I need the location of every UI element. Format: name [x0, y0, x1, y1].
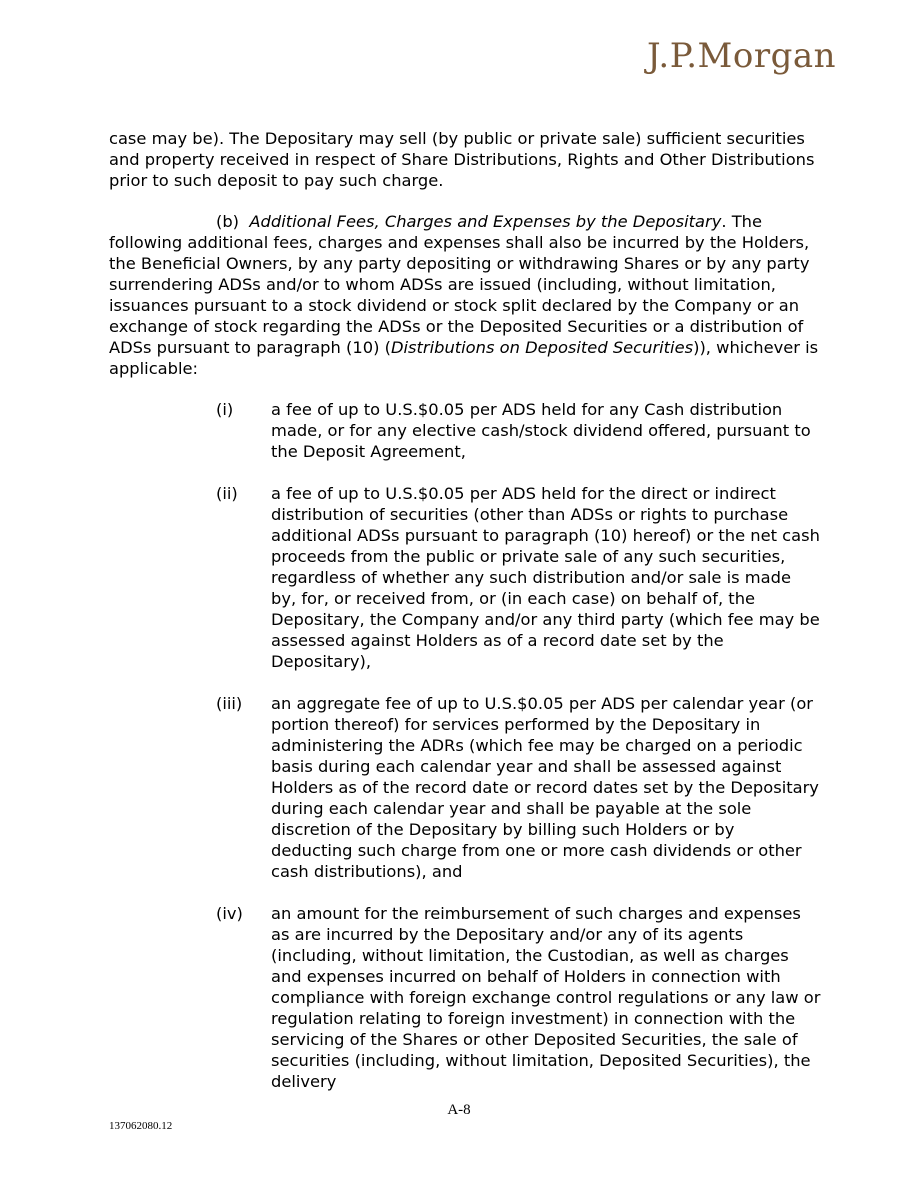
- list-item: [109, 693, 821, 882]
- paragraph-b-label: (b): [216, 212, 240, 231]
- list-item: [109, 399, 821, 462]
- paragraph-b-text-b: )), whichever is applicable:: [109, 338, 819, 378]
- list-item-number: (iii): [216, 694, 243, 713]
- document-id: 137062080.12: [109, 1120, 173, 1132]
- list-item: [109, 903, 821, 1092]
- paragraph-continuation: case may be). The Depositary may sell (by public or private sale) sufficient securities and property received in respect of Share Distributions, Rights and Other Distributions prior to such deposit to pay such charge.: [109, 129, 815, 190]
- list-item-number: (iv): [216, 904, 243, 923]
- document-body: [109, 128, 821, 1113]
- list-item-number: (i): [216, 400, 234, 419]
- paragraph-b-text-a: . The following additional fees, charges and expenses shall also be incurred by the Holders, the Beneficial Owners, by any party depositing or withdrawing Shares or by any party surrendering ADSs and/or to whom ADSs are issued (including, without limitation, issuances pursuant to a stock dividend or stock split declared by the Company or an exchange of stock regarding the ADSs or the Deposited Securities or a distribution of ADSs pursuant to paragraph (10) (: [109, 212, 810, 357]
- list-item: [109, 483, 821, 672]
- list-item-text: an aggregate fee of up to U.S.$0.05 per ADS per calendar year (or portion thereof) for services performed by the Depositary in administering the ADRs (which fee may be charged on a periodic basis during each calendar year and shall be assessed against Holders as of the record date or record dates set by the Depositary during each calendar year and shall be payable at the sole discretion of the Depositary by billing such Holders or by deducting such charge from one or more cash dividends or other cash distributions), and: [271, 694, 819, 881]
- list-item-text: a fee of up to U.S.$0.05 per ADS held for the direct or indirect distribution of securities (other than ADSs or rights to purchase additional ADSs pursuant to paragraph (10) hereof) or the net cash proceeds from the public or private sale of any such securities, regardless of whether any such distribution and/or sale is made by, for, or received from, or (in each case) on behalf of, the Depositary, the Company and/or any third party (which fee may be assessed against Holders as of a record date set by the Depositary),: [271, 484, 820, 671]
- paragraph-b: [109, 211, 821, 379]
- paragraph-b-heading: Additional Fees, Charges and Expenses by the Depositary: [249, 212, 722, 231]
- list-item-text: a fee of up to U.S.$0.05 per ADS held for any Cash distribution made, or for any elective cash/stock dividend offered, pursuant to the Deposit Agreement,: [271, 400, 811, 461]
- list-item-number: (ii): [216, 484, 238, 503]
- list-item-text: an amount for the reimbursement of such charges and expenses as are incurred by the Depositary and/or any of its agents (including, without limitation, the Custodian, as well as charges and expenses incurred on behalf of Holders in connection with compliance with foreign exchange control regulations or any law or regulation relating to foreign investment) in connection with the servicing of the Shares or other Deposited Securities, the sale of securities (including, without limitation, Deposited Securities), the delivery: [271, 904, 821, 1091]
- paragraph-b-reference: Distributions on Deposited Securities: [390, 338, 694, 357]
- jpmorgan-logo: J.P.Morgan: [646, 36, 836, 76]
- page-number: A-8: [447, 1102, 471, 1118]
